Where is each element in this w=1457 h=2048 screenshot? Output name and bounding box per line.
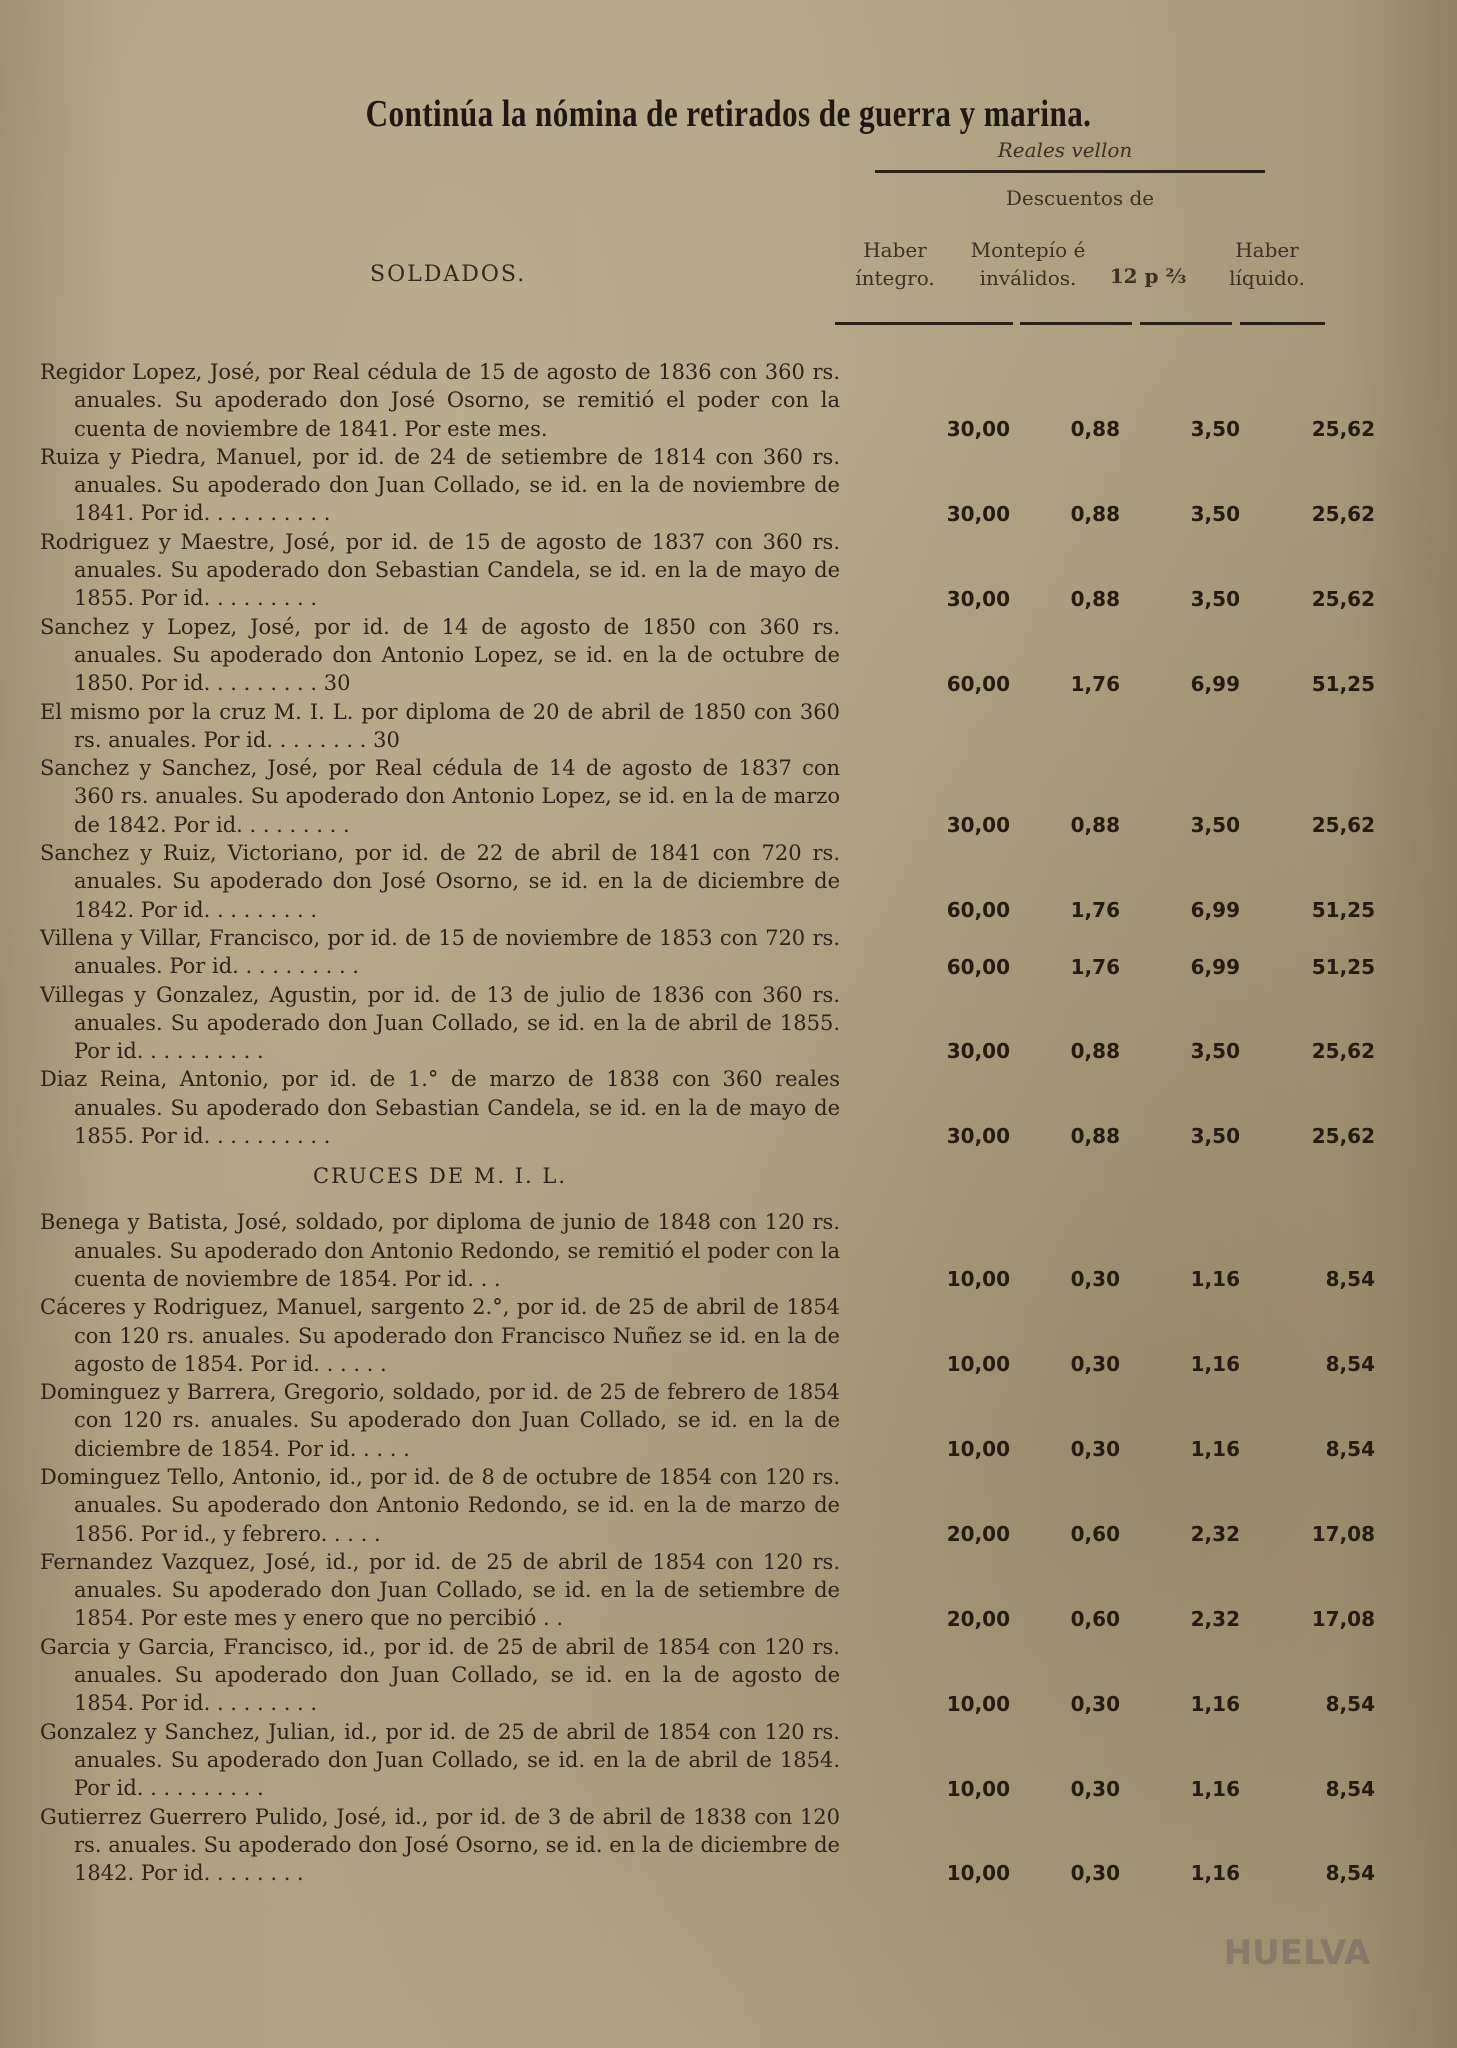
montepio-value: 0,88 [1070, 501, 1120, 526]
entry-values [880, 1690, 1420, 1718]
montepio-value: 1,76 [1070, 954, 1120, 979]
page-title: Continúa la nómina de retirados de guerra y marina. [365, 93, 1092, 135]
montepio-value: 0,30 [1070, 1861, 1120, 1886]
entry-text: Benega y Batista, José, soldado, por diploma de junio de 1848 con 120 rs. anuales. Su apoderado don Antonio Redondo, se remitió el poder con la cuenta de noviembre de 1854. Por id. . . [40, 1210, 840, 1291]
doce-por-ciento-value: 3,50 [1190, 586, 1240, 611]
table-row [40, 1463, 1375, 1548]
haber-integro-value: 30,00 [946, 416, 1010, 441]
table-row [40, 924, 1375, 981]
haber-integro-value: 30,00 [946, 1124, 1010, 1149]
doce-por-ciento-value: 6,99 [1190, 954, 1240, 979]
doce-por-ciento-value: 1,16 [1190, 1267, 1240, 1292]
doce-por-ciento-value: 3,50 [1190, 416, 1240, 441]
montepio-value: 0,60 [1070, 1606, 1120, 1631]
col-montepio-line1: Montepío é [970, 238, 1086, 262]
montepio-value: 0,60 [1070, 1521, 1120, 1546]
haber-liquido-value: 8,54 [1325, 1691, 1375, 1716]
montepio-value: 0,30 [1070, 1436, 1120, 1461]
reales-heading: Reales vellon [997, 138, 1133, 162]
entry-text: Regidor Lopez, José, por Real cédula de 15 de agosto de 1836 con 360 rs. anuales. Su apoderado don José Osorno, se remitió el poder con la cuenta de noviembre de 1841. Por este mes. [40, 360, 840, 441]
table-row [40, 839, 1375, 924]
entry-values [880, 1122, 1420, 1150]
table-row [40, 528, 1375, 613]
doce-por-ciento-value: 1,16 [1190, 1776, 1240, 1801]
montepio-value: 1,76 [1070, 897, 1120, 922]
col-montepio-heading [958, 236, 1098, 292]
entry-values [880, 1520, 1420, 1548]
entry-text: Garcia y Garcia, Francisco, id., por id. de 25 de abril de 1854 con 120 rs. anuales. Su apoderado don Juan Collado, se id. en la de agosto de 1854. Por id. . . . . . . . . [40, 1634, 840, 1716]
montepio-value: 0,88 [1070, 416, 1120, 441]
col-rule-1 [835, 322, 1013, 325]
haber-liquido-value: 51,25 [1311, 954, 1375, 979]
col-integro-heading [845, 236, 945, 292]
table-row [40, 1293, 1375, 1378]
haber-liquido-value: 25,62 [1311, 501, 1375, 526]
entry-values [880, 585, 1420, 613]
entries-list [40, 358, 1375, 1887]
entry-text: Villena y Villar, Francisco, por id. de 15 de noviembre de 1853 con 720 rs. anuales. Por id. . . . . . . . . . [40, 925, 840, 979]
table-row [40, 1208, 1375, 1293]
haber-integro-value: 10,00 [946, 1861, 1010, 1886]
entry-text: Diaz Reina, Antonio, por id. de 1.° de marzo de 1838 con 360 reales anuales. Su apoderado don Sebastian Candela, se id. en la de mayo de 1855. Por id. . . . . . . . . . [40, 1067, 840, 1149]
table-row [40, 698, 840, 755]
table-row [40, 1065, 1375, 1150]
montepio-value: 0,88 [1070, 586, 1120, 611]
haber-liquido-value: 25,62 [1311, 416, 1375, 441]
haber-liquido-value: 25,62 [1311, 586, 1375, 611]
doce-por-ciento-value: 1,16 [1190, 1436, 1240, 1461]
col-integro-line1: Haber [863, 238, 927, 262]
table-row [40, 981, 1375, 1066]
montepio-value: 0,30 [1070, 1691, 1120, 1716]
entry-text: Dominguez y Barrera, Gregorio, soldado, por id. de 25 de febrero de 1854 con 120 rs. anuales. Su apoderado don Juan Collado, se id. en la de diciembre de 1854. Por id. . . . . [40, 1380, 840, 1461]
haber-liquido-value: 8,54 [1325, 1776, 1375, 1801]
haber-integro-value: 10,00 [946, 1436, 1010, 1461]
doce-por-ciento-value: 2,32 [1190, 1606, 1240, 1631]
haber-liquido-value: 8,54 [1325, 1861, 1375, 1886]
entry-values [880, 415, 1420, 443]
montepio-value: 1,76 [1070, 671, 1120, 696]
haber-integro-value: 60,00 [946, 671, 1010, 696]
haber-integro-value: 30,00 [946, 1039, 1010, 1064]
montepio-value: 0,30 [1070, 1352, 1120, 1377]
col-rule-4 [1240, 322, 1325, 325]
haber-integro-value: 60,00 [946, 897, 1010, 922]
doce-por-ciento-value: 2,32 [1190, 1521, 1240, 1546]
entry-text: Cáceres y Rodriguez, Manuel, sargento 2.°, por id. de 25 de abril de 1854 con 120 rs. anuales. Su apoderado don Francisco Nuñez se id. en la de agosto de 1854. Por id. . . . . . [40, 1295, 840, 1376]
entry-text: Villegas y Gonzalez, Agustin, por id. de 13 de julio de 1836 con 360 rs. anuales. Su apoderado don Juan Collado, se id. en la de abril de 1855. Por id. . . . . . . . . . [40, 982, 840, 1064]
haber-liquido-value: 17,08 [1311, 1521, 1375, 1546]
table-row [40, 1378, 1375, 1463]
cruces-list [40, 1208, 1375, 1887]
entry-values [880, 1265, 1420, 1293]
doce-por-ciento-value: 3,50 [1190, 501, 1240, 526]
haber-integro-value: 60,00 [946, 954, 1010, 979]
haber-liquido-value: 25,62 [1311, 1039, 1375, 1064]
montepio-value: 0,88 [1070, 1039, 1120, 1064]
doce-por-ciento-value: 6,99 [1190, 671, 1240, 696]
entry-text: Sanchez y Lopez, José, por id. de 14 de agosto de 1850 con 360 rs. anuales. Su apoderado don Antonio Lopez, se id. en la de octubre de 1850. Por id. . . . . . . . . 30 [40, 614, 840, 696]
cruces-heading: CRUCES DE M. I. L. [313, 1164, 567, 1189]
descuentos-heading: Descuentos de [1005, 186, 1155, 210]
entry-text: El mismo por la cruz M. I. L. por diploma de 20 de abril de 1850 con 360 rs. anuales. Por id. . . . . . . . 30 [40, 699, 840, 752]
haber-integro-value: 10,00 [946, 1267, 1010, 1292]
entry-text: Rodriguez y Maestre, José, por id. de 15 de agosto de 1837 con 360 rs. anuales. Su apoderado don Sebastian Candela, se id. en la de mayo de 1855. Por id. . . . . . . . . [40, 529, 840, 611]
col-liquido-line2: líquido. [1229, 266, 1305, 290]
entry-text: Gonzalez y Sanchez, Julian, id., por id. de 25 de abril de 1854 con 120 rs. anuales. Su apoderado don Juan Collado, se id. en la de abril de 1854. Por id. . . . . . . . . . [40, 1719, 840, 1801]
entry-values [880, 896, 1420, 924]
table-row [40, 443, 1375, 528]
table-row [40, 613, 1375, 698]
haber-liquido-value: 25,62 [1311, 813, 1375, 838]
table-row [40, 754, 1375, 839]
haber-liquido-value: 51,25 [1311, 671, 1375, 696]
haber-integro-value: 10,00 [946, 1352, 1010, 1377]
entry-values [880, 500, 1420, 528]
haber-liquido-value: 8,54 [1325, 1352, 1375, 1377]
entry-text: Dominguez Tello, Antonio, id., por id. de 8 de octubre de 1854 con 120 rs. anuales. Su apoderado don Antonio Redondo, se id. en la de marzo de 1856. Por id., y febrero. . . . . [40, 1464, 840, 1546]
entry-values [880, 1435, 1420, 1463]
haber-integro-value: 10,00 [946, 1776, 1010, 1801]
col-integro-line2: íntegro. [855, 266, 935, 290]
col-rule-3 [1140, 322, 1232, 325]
entry-text: Fernandez Vazquez, José, id., por id. de 25 de abril de 1854 con 120 rs. anuales. Su apoderado don Juan Collado, se id. en la de setiembre de 1854. Por este mes y enero que no percibió . . [40, 1549, 840, 1631]
col-liquido-heading [1212, 236, 1322, 292]
montepio-value: 0,30 [1070, 1267, 1120, 1292]
col-rule-2 [1020, 322, 1132, 325]
entry-values [880, 1605, 1420, 1633]
montepio-value: 0,88 [1070, 1124, 1120, 1149]
haber-liquido-value: 8,54 [1325, 1436, 1375, 1461]
entry-values [880, 811, 1420, 839]
entry-text: Gutierrez Guerrero Pulido, José, id., por id. de 3 de abril de 1838 con 120 rs. anuales. Su apoderado don José Osorno, se id. en la de diciembre de 1842. Por id. . . . . . . . [40, 1804, 840, 1886]
table-row [40, 1633, 1375, 1718]
entry-values [880, 1037, 1420, 1065]
table-row [40, 1803, 1375, 1888]
entry-values [880, 726, 1420, 754]
entry-values [880, 1350, 1420, 1378]
haber-liquido-value: 8,54 [1325, 1267, 1375, 1292]
doce-por-ciento-value: 1,16 [1190, 1691, 1240, 1716]
table-row [40, 1718, 1375, 1803]
haber-integro-value: 30,00 [946, 586, 1010, 611]
col-montepio-line2: inválidos. [979, 266, 1077, 290]
entry-values [880, 1775, 1420, 1803]
col-doce-heading: 12 p ⅔ [1109, 264, 1187, 288]
archive-stamp: HUELVA [1223, 1933, 1371, 1973]
montepio-value: 0,88 [1070, 813, 1120, 838]
table-row [40, 358, 1375, 443]
doce-por-ciento-value: 3,50 [1190, 1124, 1240, 1149]
haber-liquido-value: 51,25 [1311, 897, 1375, 922]
doce-por-ciento-value: 3,50 [1190, 813, 1240, 838]
col-liquido-line1: Haber [1235, 238, 1299, 262]
haber-integro-value: 10,00 [946, 1691, 1010, 1716]
doce-por-ciento-value: 1,16 [1190, 1861, 1240, 1886]
entry-values [880, 670, 1420, 698]
entry-text: Sanchez y Sanchez, José, por Real cédula de 14 de agosto de 1837 con 360 rs. anuales. Su apoderado don Antonio Lopez, se id. en la de marzo de 1842. Por id. . . . . . . . . [40, 756, 840, 837]
entry-text: Ruiza y Piedra, Manuel, por id. de 24 de setiembre de 1814 con 360 rs. anuales. Su apoderado don Juan Collado, se id. en la de noviembre de 1841. Por id. . . . . . . . . . [40, 444, 840, 526]
haber-integro-value: 20,00 [946, 1606, 1010, 1631]
entry-text: Sanchez y Ruiz, Victoriano, por id. de 22 de abril de 1841 con 720 rs. anuales. Su apoderado don José Osorno, se id. en la de diciembre de 1842. Por id. . . . . . . . . [40, 841, 840, 922]
doce-por-ciento-value: 6,99 [1190, 897, 1240, 922]
entry-values [880, 953, 1420, 981]
entry-values [880, 1859, 1420, 1887]
table-row [40, 1548, 1375, 1633]
doce-por-ciento-value: 1,16 [1190, 1352, 1240, 1377]
haber-liquido-value: 25,62 [1311, 1124, 1375, 1149]
haber-integro-value: 20,00 [946, 1521, 1010, 1546]
header-rule-top [875, 170, 1265, 173]
soldados-list [40, 358, 1375, 1150]
haber-integro-value: 30,00 [946, 501, 1010, 526]
haber-integro-value: 30,00 [946, 813, 1010, 838]
haber-liquido-value: 17,08 [1311, 1606, 1375, 1631]
soldados-heading: SOLDADOS. [370, 262, 527, 287]
doce-por-ciento-value: 3,50 [1190, 1039, 1240, 1064]
montepio-value: 0,30 [1070, 1776, 1120, 1801]
